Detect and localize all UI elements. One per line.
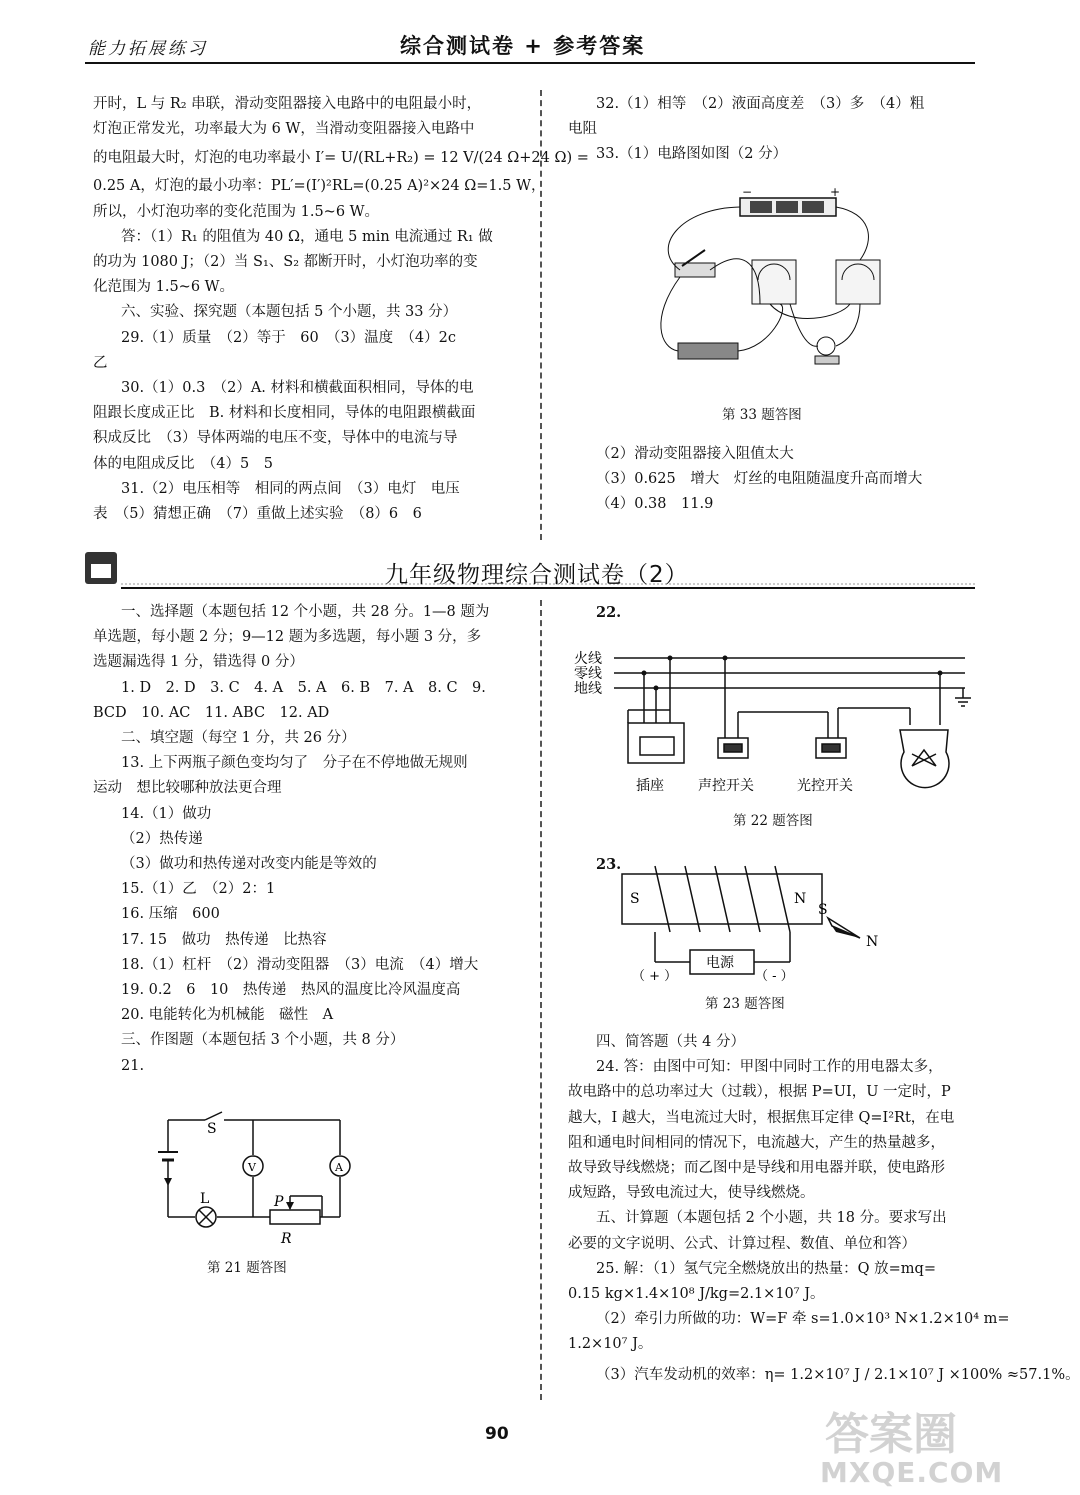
figure-22-caption: 第 22 题答图 xyxy=(733,813,813,829)
bottom-left-column xyxy=(93,600,518,1079)
text-line: 越大，I 越大，当电流过大时，根据焦耳定律 Q=I²Rt，在电 xyxy=(568,1109,955,1126)
fig21-p-label: P xyxy=(274,1194,284,1210)
text-line: 的电阻最大时，灯泡的电功率最小 I′= U/(RL+R₂) = 12 V/(24 Ω+24 Ω) = xyxy=(93,150,589,167)
fig23-needle-s: S xyxy=(818,902,828,918)
fig22-neutral-label: 零线 xyxy=(574,666,602,682)
text-line: 必要的文字说明、公式、计算过程、数值、单位和答） xyxy=(568,1235,916,1252)
answer-line: 17. 15 做功 热传递 比热容 xyxy=(121,931,327,948)
answer-line: （3）做功和热传递对改变内能是等效的 xyxy=(121,856,377,873)
figure-21-circuit xyxy=(150,1100,360,1250)
fig23-n-right: N xyxy=(794,891,807,907)
answer-line: 18.（1）杠杆 （2）滑动变阻器 （3）电流 （4）增大 xyxy=(121,956,479,973)
answer-line: 21. xyxy=(121,1057,145,1074)
answer-line: 14.（1）做功 xyxy=(121,805,212,822)
question-number: 23. xyxy=(596,856,622,873)
top-right-column-cont xyxy=(568,442,973,518)
fig22-ground-label: 地线 xyxy=(574,681,602,697)
text-line: 0.15 kg×1.4×10⁸ J/kg=2.1×10⁷ J。 xyxy=(568,1286,825,1303)
answer-line: 24. 答：由图中可知：甲图中同时工作的用电器太多， xyxy=(596,1059,943,1076)
answer-line: 19. 0.2 6 10 热传递 热风的温度比冷风温度高 xyxy=(121,982,461,999)
text-line: 电阻 xyxy=(568,121,597,138)
figure-23-caption: 第 23 题答图 xyxy=(705,996,785,1012)
section-heading: 五、计算题（本题包括 2 个小题，共 18 分。要求写出 xyxy=(596,1210,947,1227)
answer-line: （4）0.38 11.9 xyxy=(596,496,714,513)
text-line: 所以，小灯泡功率的变化范围为 1.5~6 W。 xyxy=(93,203,380,220)
section-heading: 六、实验、探究题（本题包括 5 个小题，共 33 分） xyxy=(121,304,458,321)
header-rule xyxy=(85,62,975,64)
fig23-minus-label: （ - ） xyxy=(755,969,794,984)
figure-33-circuit xyxy=(640,185,870,388)
text-line: 运动 想比较哪种放法更合理 xyxy=(93,780,282,797)
fig23-power-label: 电源 xyxy=(706,955,734,971)
answer-line: 15.（1）乙 （2）2：1 xyxy=(121,881,276,898)
figure-21-caption: 第 21 题答图 xyxy=(207,1260,287,1276)
answer-line: （3）0.625 增大 灯丝的电阻随温度升高而增大 xyxy=(596,471,923,488)
column-divider xyxy=(540,90,542,540)
answer-line: 1. D 2. D 3. C 4. A 5. A 6. B 7. A 8. C 9. xyxy=(121,679,486,696)
fig23-needle-n: N xyxy=(866,934,879,950)
answer-line: 31.（2）电压相等 相同的两点间 （3）电灯 电压 xyxy=(121,480,460,497)
answer-line: 30.（1）0.3 （2）A. 材料和横截面积相同，导体的电 xyxy=(121,380,474,397)
answer-line: （2）牵引力所做的功：W=F 牵 s=1.0×10³ N×1.2×10⁴ m= xyxy=(596,1311,1010,1328)
answer-line: （2）热传递 xyxy=(121,830,203,847)
fig21-s-label: S xyxy=(207,1121,217,1137)
fig22-live-label: 火线 xyxy=(574,651,602,667)
figure-22-wiring xyxy=(570,640,975,805)
section-heading: 二、填空题（每空 1 分，共 26 分） xyxy=(121,730,356,747)
section-heading: 一、选择题（本题包括 12 个小题，共 28 分。1—8 题为 xyxy=(121,604,490,620)
fig23-plus-label: （ + ） xyxy=(632,969,678,984)
top-left-column xyxy=(93,92,589,527)
bottom-right-column xyxy=(568,1030,1080,1392)
fig23-s-left: S xyxy=(630,891,640,907)
text-line: 化范围为 1.5~6 W。 xyxy=(93,279,235,296)
answer-line: 13. 上下两瓶子颜色变均匀了 分子在不停地做无规则 xyxy=(121,755,468,772)
header-left-title: 能力拓展练习 xyxy=(88,39,208,59)
text-line: 乙 xyxy=(93,354,108,371)
section-heading: 四、简答题（共 4 分） xyxy=(596,1034,745,1050)
text-line: 阻和通电时间相同的情况下，电流越大，产生的热量越多， xyxy=(568,1134,945,1151)
text-line: 故电路中的总功率过大（过载），根据 P=UI，U 一定时，P xyxy=(568,1084,951,1101)
text-line: 阻跟长度成正比 B. 材料和长度相同，导体的电阻跟横截面 xyxy=(93,405,476,422)
text-line: 成短路，导致电流过大，使导线燃烧。 xyxy=(568,1185,815,1202)
text-line: 选题漏选得 1 分，错选得 0 分） xyxy=(93,654,304,671)
answer-line: （3）汽车发动机的效率：η= 1.2×10⁷ J / 2.1×10⁷ J ×100% ≈57.1%。 xyxy=(596,1366,1080,1383)
fig21-v-label: V xyxy=(248,1161,256,1174)
fig22-socket-label: 插座 xyxy=(636,778,664,794)
figure-33-caption: 第 33 题答图 xyxy=(722,407,802,423)
text-line: 体的电阻成反比 （4）5 5 xyxy=(93,455,273,472)
page-number: 90 xyxy=(485,1424,509,1444)
fig21-r-label: R xyxy=(281,1231,292,1247)
answer-line: （2）滑动变阻器接入阻值太大 xyxy=(596,446,794,462)
answer-line: 32.（1）相等 （2）液面高度差 （3）多 （4）粗 xyxy=(596,96,925,112)
svg-text:−: − xyxy=(742,185,753,199)
watermark-logo: 答案圈 xyxy=(825,1409,957,1460)
text-line: 灯泡正常发光，功率最大为 6 W，当滑动变阻器接入电路中 xyxy=(93,121,475,138)
answer-line: 29.（1）质量 （2）等于 60 （3）温度 （4）2c xyxy=(121,329,457,346)
section-title: 九年级物理综合测试卷（2） xyxy=(385,562,689,588)
text-line: 积成反比 （3）导体两端的电压不变，导体中的电流与导 xyxy=(93,430,458,447)
section-heading: 三、作图题（本题包括 3 个小题，共 8 分） xyxy=(121,1032,405,1049)
text-line: 答：（1）R₁ 的阻值为 40 Ω，通电 5 min 电流通过 R₁ 做 xyxy=(121,228,493,245)
top-right-column xyxy=(568,92,973,168)
text-line: 1.2×10⁷ J。 xyxy=(568,1336,653,1353)
text-line: 的功为 1080 J；（2）当 S₁、S₂ 都断开时，小灯泡功率的变 xyxy=(93,254,478,271)
q22-label-wrap xyxy=(568,600,621,625)
figure-23-electromagnet xyxy=(610,862,895,992)
svg-text:+: + xyxy=(830,185,841,199)
fig22-light-switch-label: 光控开关 xyxy=(797,778,853,794)
text-line: 0.25 A，灯泡的最小功率：PL′=(I′)²RL=(0.25 A)²×24 Ω=1.5 W， xyxy=(93,178,546,195)
fig22-sound-switch-label: 声控开关 xyxy=(698,778,754,794)
text-line: 开时，L 与 R₂ 串联，滑动变阻器接入电路中的电阻最小时， xyxy=(93,96,482,112)
answer-line: 25. 解：（1）氢气完全燃烧放出的热量：Q 放=mq= xyxy=(596,1260,936,1277)
answer-line: 16. 压缩 600 xyxy=(121,906,220,923)
watermark-url: MXQE.COM xyxy=(820,1456,1004,1489)
column-divider xyxy=(540,600,542,1400)
text-line: BCD 10. AC 11. ABC 12. AD xyxy=(93,704,330,721)
answer-line: 33.（1）电路图如图（2 分） xyxy=(596,146,788,163)
text-line: 单选题，每小题 2 分；9—12 题为多选题，每小题 3 分，多 xyxy=(93,629,482,646)
answer-line: 20. 电能转化为机械能 磁性 A xyxy=(121,1007,334,1024)
fig21-a-label: A xyxy=(335,1161,343,1174)
question-number: 22. xyxy=(596,604,622,621)
fig21-l-label: L xyxy=(200,1191,210,1207)
text-line: 故导致导线燃烧；而乙图中是导线和用电器并联，使电路形 xyxy=(568,1160,945,1177)
header-center-title: 综合测试卷 + 参考答案 xyxy=(400,34,646,58)
text-line: 表 （5）猜想正确 （7）重做上述实验 （8）6 6 xyxy=(93,506,422,523)
